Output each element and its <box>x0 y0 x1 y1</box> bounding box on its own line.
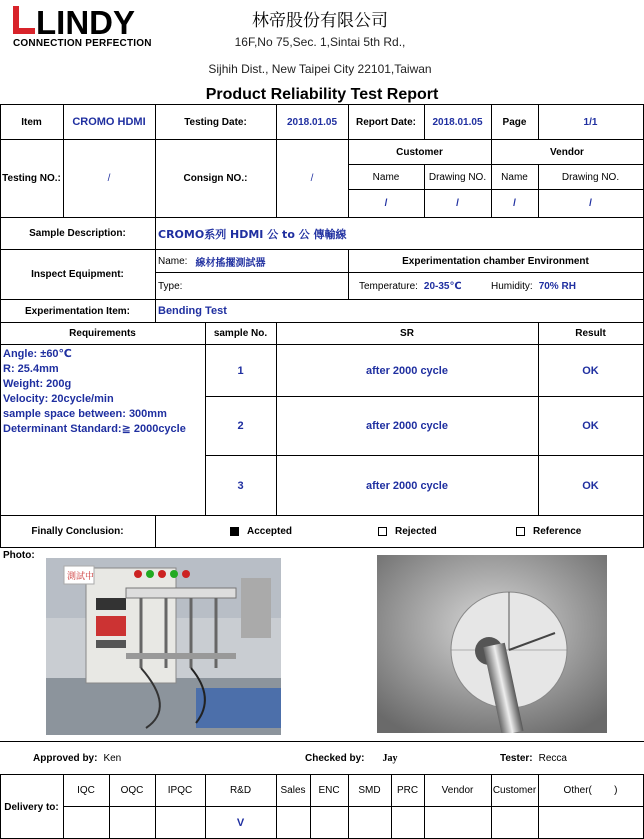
checked-label: Checked by: <box>305 752 365 764</box>
vendor-drawing-value: / <box>589 198 592 209</box>
tester-sign-text: 測試中 <box>67 572 95 582</box>
requirement-standard: Determinant Standard:≧ 2000cycle <box>3 423 186 435</box>
company-logo <box>12 4 177 54</box>
checked-value: Jay <box>382 752 398 764</box>
delivery-col-sales: Sales <box>280 785 306 796</box>
checked-by <box>305 742 465 774</box>
delivery-col-oqc: OQC <box>120 785 144 796</box>
approved-value: Ken <box>103 752 122 764</box>
company-chinese-name: 林帝股份有限公司 <box>252 10 388 31</box>
company-address-line2: Sijhih Dist., New Taipei City 22101,Taiwan <box>208 62 432 76</box>
chamber-environment-label: Experimentation chamber Environment <box>402 255 589 267</box>
sample-no-3: 3 <box>237 479 244 492</box>
humidity-row <box>491 273 641 299</box>
requirement-radius: R: 25.4mm <box>3 363 59 375</box>
company-address-line1: 16F,No 75,Sec. 1,Sintai 5th Rd., <box>234 35 406 49</box>
delivery-col-smd: SMD <box>358 785 381 796</box>
result-3: OK <box>582 479 599 492</box>
humidity-value: 70% RH <box>538 280 576 292</box>
delivery-col-customer: Customer <box>492 785 537 796</box>
test-machine-photo <box>46 558 281 735</box>
vendor-header: Vendor <box>550 146 584 158</box>
delivery-col-vendor: Vendor <box>441 785 474 796</box>
temperature-row <box>359 273 489 299</box>
lindy-logo-icon <box>12 4 177 38</box>
sample-no-2: 2 <box>237 420 244 432</box>
customer-drawing-value: / <box>456 198 459 209</box>
requirement-angle: Angle: ±60℃ <box>3 348 72 360</box>
company-tagline: CONNECTION PERFECTION <box>13 38 152 49</box>
tester-value: Recca <box>538 752 567 764</box>
customer-header: Customer <box>396 146 443 158</box>
result-1: OK <box>582 364 599 377</box>
requirement-velocity: Velocity: 20cycle/min <box>3 393 114 405</box>
accepted-option[interactable] <box>230 516 340 547</box>
rejected-label: Rejected <box>395 526 437 537</box>
requirements-header: Requirements <box>69 328 136 339</box>
requirements-list <box>3 347 203 437</box>
protractor-photo <box>377 555 607 733</box>
reference-option[interactable] <box>516 516 636 547</box>
approved-by <box>33 742 233 774</box>
page-value: 1/1 <box>583 116 598 128</box>
delivery-mark-rd: V <box>236 816 245 829</box>
sr-header: SR <box>400 328 414 339</box>
customer-name-value: / <box>384 198 388 209</box>
experimentation-item-value: Bending Test <box>158 305 227 317</box>
testing-date-label: Testing Date: <box>184 116 247 128</box>
vendor-name-label: Name <box>501 171 528 183</box>
sample-description-value: CROMO系列 HDMI 公 to 公 傳輸線 <box>158 227 347 241</box>
vendor-drawing-label: Drawing NO. <box>561 171 620 183</box>
item-label: Item <box>21 116 42 128</box>
accepted-checkbox[interactable] <box>230 527 239 536</box>
equipment-name-value: 線材搖擺測試器 <box>195 257 266 269</box>
consign-no-value: / <box>310 173 314 184</box>
reference-checkbox[interactable] <box>516 527 525 536</box>
temperature-label: Temperature: <box>359 280 418 292</box>
delivery-col-other: Other( ) <box>563 785 618 796</box>
report-date-label: Report Date: <box>355 116 416 128</box>
equipment-name-label: Name: <box>158 255 188 267</box>
page-label: Page <box>502 116 527 128</box>
testing-no-value: / <box>107 173 111 184</box>
sample-description-label: Sample Description: <box>29 228 126 239</box>
customer-drawing-label: Drawing NO. <box>428 171 487 183</box>
delivery-label: Delivery to: <box>4 801 59 813</box>
result-header: Result <box>575 328 606 339</box>
delivery-col-rd: R&D <box>229 785 252 796</box>
tester-label: Tester: <box>500 752 533 764</box>
sr-3: after 2000 cycle <box>366 479 448 492</box>
consign-no-label: Consign NO.: <box>183 173 248 184</box>
testing-date-value: 2018.01.05 <box>286 116 338 128</box>
sr-2: after 2000 cycle <box>366 420 448 432</box>
tester <box>500 742 640 774</box>
delivery-col-ipqc: IPQC <box>167 785 193 796</box>
equipment-name-row <box>158 250 346 272</box>
svg-text:LINDY: LINDY <box>36 4 135 38</box>
vendor-name-value: / <box>513 198 516 209</box>
requirement-weight: Weight: 200g <box>3 378 72 390</box>
conclusion-label: Finally Conclusion: <box>31 526 124 537</box>
photo-label: Photo: <box>3 550 35 561</box>
report-date-value: 2018.01.05 <box>432 116 483 128</box>
requirement-sample-space: sample space between: 300mm <box>3 408 167 420</box>
delivery-col-enc: ENC <box>318 785 340 796</box>
approved-label: Approved by: <box>33 752 98 764</box>
testing-no-label: Testing NO.: <box>2 173 61 184</box>
item-value: CROMO HDMI <box>72 116 146 128</box>
sample-no-1: 1 <box>237 364 244 377</box>
rejected-option[interactable] <box>378 516 488 547</box>
experimentation-item-label: Experimentation Item: <box>24 305 131 317</box>
temperature-value: 20-35℃ <box>423 280 462 292</box>
accepted-label: Accepted <box>247 526 293 537</box>
sr-1: after 2000 cycle <box>366 364 448 377</box>
sample-no-header: sample No. <box>213 328 268 339</box>
rejected-checkbox[interactable] <box>378 527 387 536</box>
reference-label: Reference <box>533 526 582 537</box>
delivery-col-iqc: IQC <box>77 785 95 796</box>
inspect-equipment-label: Inspect Equipment: <box>31 269 124 280</box>
customer-name-label: Name <box>372 171 400 183</box>
result-2: OK <box>582 420 599 432</box>
humidity-label: Humidity: <box>491 280 533 292</box>
delivery-col-prc: PRC <box>396 785 419 796</box>
equipment-type-label: Type: <box>158 280 183 292</box>
report-title: Product Reliability Test Report <box>205 86 439 103</box>
